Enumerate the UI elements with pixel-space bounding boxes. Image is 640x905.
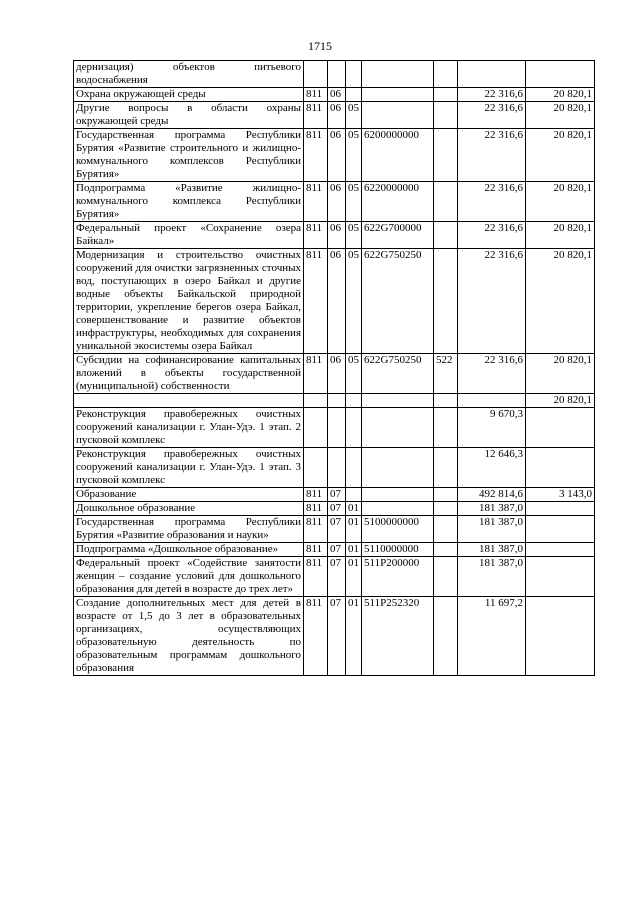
- target-article-cell: 6220000000: [362, 182, 434, 222]
- subsection-code-cell: 01: [346, 502, 362, 516]
- ministry-code-cell: 811: [304, 488, 328, 502]
- ministry-code-cell: 811: [304, 88, 328, 102]
- subsection-code-cell: [346, 394, 362, 408]
- table-row: [74, 129, 595, 182]
- amount-cell: 3 143,0: [526, 488, 595, 502]
- table-row: [74, 354, 595, 394]
- row-name-cell: Другие вопросы в области охраны окружающей среды: [74, 102, 304, 129]
- section-code-cell: [328, 448, 346, 488]
- table-row: [74, 61, 595, 88]
- table-body: [74, 61, 595, 676]
- row-name-cell: Субсидии на софинансирование капитальных вложений в объекты государственной (муниципальной) собственности: [74, 354, 304, 394]
- section-code-cell: 06: [328, 88, 346, 102]
- amount-cell: 9 670,3: [458, 408, 526, 448]
- section-code-cell: 06: [328, 129, 346, 182]
- amount-cell: 12 646,3: [458, 448, 526, 488]
- target-article-cell: [362, 61, 434, 88]
- expense-type-cell: [434, 408, 458, 448]
- ministry-code-cell: 811: [304, 182, 328, 222]
- subsection-code-cell: [346, 408, 362, 448]
- expense-type-cell: [434, 129, 458, 182]
- expense-type-cell: [434, 557, 458, 597]
- row-name-cell: дернизация) объектов питьевого водоснабжения: [74, 61, 304, 88]
- ministry-code-cell: 811: [304, 222, 328, 249]
- subsection-code-cell: [346, 488, 362, 502]
- amount-cell: 11 697,2: [458, 597, 526, 676]
- section-code-cell: 06: [328, 354, 346, 394]
- expense-type-cell: [434, 516, 458, 543]
- ministry-code-cell: 811: [304, 249, 328, 354]
- target-article-cell: [362, 488, 434, 502]
- amount-cell: [526, 448, 595, 488]
- row-name-cell: Охрана окружающей среды: [74, 88, 304, 102]
- table-row: [74, 408, 595, 448]
- expense-type-cell: [434, 394, 458, 408]
- section-code-cell: 07: [328, 543, 346, 557]
- target-article-cell: 5110000000: [362, 543, 434, 557]
- ministry-code-cell: [304, 394, 328, 408]
- ministry-code-cell: 811: [304, 543, 328, 557]
- ministry-code-cell: 811: [304, 597, 328, 676]
- amount-cell: [526, 557, 595, 597]
- section-code-cell: [328, 61, 346, 88]
- section-code-cell: 07: [328, 488, 346, 502]
- section-code-cell: [328, 394, 346, 408]
- table-row: [74, 488, 595, 502]
- amount-cell: 22 316,6: [458, 249, 526, 354]
- target-article-cell: 511P252320: [362, 597, 434, 676]
- ministry-code-cell: 811: [304, 557, 328, 597]
- expense-type-cell: [434, 488, 458, 502]
- target-article-cell: [362, 102, 434, 129]
- section-code-cell: 06: [328, 182, 346, 222]
- target-article-cell: [362, 408, 434, 448]
- expense-type-cell: [434, 222, 458, 249]
- expense-type-cell: [434, 597, 458, 676]
- table-row: [74, 88, 595, 102]
- row-name-cell: Реконструкция правобережных очистных сооружений канализации г. Улан-Удэ. 1 этап. 3 пусковой комплекс: [74, 448, 304, 488]
- ministry-code-cell: 811: [304, 516, 328, 543]
- subsection-code-cell: 05: [346, 354, 362, 394]
- amount-cell: 20 820,1: [526, 249, 595, 354]
- target-article-cell: 6200000000: [362, 129, 434, 182]
- amount-cell: 20 820,1: [526, 102, 595, 129]
- target-article-cell: 622G700000: [362, 222, 434, 249]
- amount-cell: [526, 502, 595, 516]
- ministry-code-cell: [304, 61, 328, 88]
- ministry-code-cell: 811: [304, 129, 328, 182]
- section-code-cell: [328, 408, 346, 448]
- amount-cell: 20 820,1: [526, 88, 595, 102]
- amount-cell: 22 316,6: [458, 129, 526, 182]
- row-name-cell: Создание дополнительных мест для детей в возрасте от 1,5 до 3 лет в образовательных организациях, осуществляющих образовательную деятельность по образовательным программам дошкольного образования: [74, 597, 304, 676]
- subsection-code-cell: 01: [346, 543, 362, 557]
- amount-cell: 181 387,0: [458, 516, 526, 543]
- target-article-cell: 622G750250: [362, 354, 434, 394]
- ministry-code-cell: [304, 448, 328, 488]
- amount-cell: 22 316,6: [458, 102, 526, 129]
- row-name-cell: [74, 394, 304, 408]
- row-name-cell: Государственная программа Республики Бурятия «Развитие образования и науки»: [74, 516, 304, 543]
- table-row: [74, 182, 595, 222]
- budget-table: [73, 60, 595, 676]
- expense-type-cell: [434, 61, 458, 88]
- table-row: [74, 222, 595, 249]
- section-code-cell: 07: [328, 597, 346, 676]
- target-article-cell: [362, 502, 434, 516]
- row-name-cell: Образование: [74, 488, 304, 502]
- table-row: [74, 249, 595, 354]
- amount-cell: [526, 408, 595, 448]
- amount-cell: [526, 61, 595, 88]
- subsection-code-cell: 05: [346, 222, 362, 249]
- amount-cell: 181 387,0: [458, 557, 526, 597]
- expense-type-cell: [434, 543, 458, 557]
- subsection-code-cell: 01: [346, 516, 362, 543]
- section-code-cell: 07: [328, 516, 346, 543]
- row-name-cell: Подпрограмма «Дошкольное образование»: [74, 543, 304, 557]
- amount-cell: 22 316,6: [458, 222, 526, 249]
- subsection-code-cell: 01: [346, 597, 362, 676]
- table-row: [74, 502, 595, 516]
- subsection-code-cell: 05: [346, 249, 362, 354]
- table-row: [74, 597, 595, 676]
- ministry-code-cell: 811: [304, 502, 328, 516]
- table-row: [74, 516, 595, 543]
- section-code-cell: 07: [328, 502, 346, 516]
- target-article-cell: 622G750250: [362, 249, 434, 354]
- ministry-code-cell: 811: [304, 102, 328, 129]
- table-row: [74, 394, 595, 408]
- table-row: [74, 448, 595, 488]
- amount-cell: 22 316,6: [458, 182, 526, 222]
- section-code-cell: 06: [328, 102, 346, 129]
- subsection-code-cell: 05: [346, 182, 362, 222]
- table-row: [74, 557, 595, 597]
- amount-cell: 492 814,6: [458, 488, 526, 502]
- subsection-code-cell: [346, 448, 362, 488]
- table-row: [74, 543, 595, 557]
- expense-type-cell: [434, 182, 458, 222]
- amount-cell: 22 316,6: [458, 88, 526, 102]
- expense-type-cell: [434, 102, 458, 129]
- row-name-cell: Федеральный проект «Содействие занятости женщин – создание условий для дошкольного образования для детей в возрасте до трех лет»: [74, 557, 304, 597]
- subsection-code-cell: [346, 88, 362, 102]
- expense-type-cell: [434, 249, 458, 354]
- amount-cell: [526, 597, 595, 676]
- expense-type-cell: [434, 502, 458, 516]
- target-article-cell: 511P200000: [362, 557, 434, 597]
- amount-cell: 20 820,1: [526, 394, 595, 408]
- row-name-cell: Подпрограмма «Развитие жилищно-коммунального комплекса Республики Бурятия»: [74, 182, 304, 222]
- section-code-cell: 06: [328, 222, 346, 249]
- amount-cell: 22 316,6: [458, 354, 526, 394]
- row-name-cell: Государственная программа Республики Бурятия «Развитие строительного и жилищно-коммунального комплексов Республики Бурятия»: [74, 129, 304, 182]
- section-code-cell: 07: [328, 557, 346, 597]
- subsection-code-cell: 05: [346, 129, 362, 182]
- expense-type-cell: [434, 88, 458, 102]
- amount-cell: 181 387,0: [458, 543, 526, 557]
- subsection-code-cell: 05: [346, 102, 362, 129]
- amount-cell: 20 820,1: [526, 222, 595, 249]
- target-article-cell: 5100000000: [362, 516, 434, 543]
- row-name-cell: Модернизация и строительство очистных сооружений для очистки загрязненных сточных вод, поступающих в озеро Байкал и другие водные объекты Байкальской природной территории, укрепление берегов озера Байкал, совершенствование и развитие объектов инфраструктуры, необходимых для сохранения уникальной экосистемы озера Байкал: [74, 249, 304, 354]
- amount-cell: [526, 543, 595, 557]
- target-article-cell: [362, 88, 434, 102]
- subsection-code-cell: 01: [346, 557, 362, 597]
- target-article-cell: [362, 448, 434, 488]
- ministry-code-cell: [304, 408, 328, 448]
- subsection-code-cell: [346, 61, 362, 88]
- amount-cell: 20 820,1: [526, 354, 595, 394]
- amount-cell: [526, 516, 595, 543]
- row-name-cell: Федеральный проект «Сохранение озера Байкал»: [74, 222, 304, 249]
- page-number: 1715: [308, 39, 332, 53]
- expense-type-cell: 522: [434, 354, 458, 394]
- row-name-cell: Дошкольное образование: [74, 502, 304, 516]
- expense-type-cell: [434, 448, 458, 488]
- amount-cell: 181 387,0: [458, 502, 526, 516]
- row-name-cell: Реконструкция правобережных очистных сооружений канализации г. Улан-Удэ. 1 этап. 2 пусковой комплекс: [74, 408, 304, 448]
- amount-cell: [458, 61, 526, 88]
- amount-cell: 20 820,1: [526, 182, 595, 222]
- target-article-cell: [362, 394, 434, 408]
- table-row: [74, 102, 595, 129]
- ministry-code-cell: 811: [304, 354, 328, 394]
- section-code-cell: 06: [328, 249, 346, 354]
- amount-cell: [458, 394, 526, 408]
- amount-cell: 20 820,1: [526, 129, 595, 182]
